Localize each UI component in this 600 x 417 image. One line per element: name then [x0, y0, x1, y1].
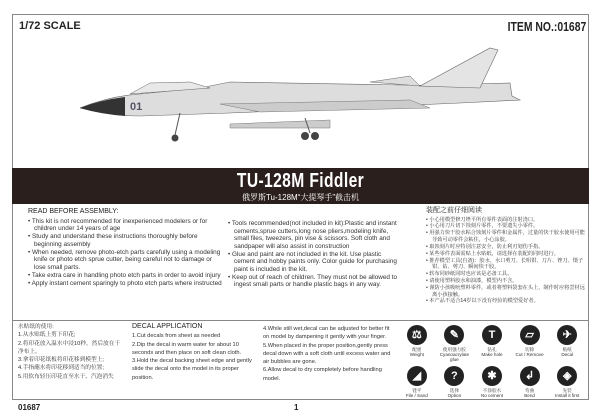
- legend-label: Decal: [561, 352, 574, 357]
- decal-step-cn: 5.用软布轻压印花直至水干、汽泡消失: [18, 373, 114, 380]
- legend-label-cn: 锉平: [412, 388, 422, 393]
- legend-item: [473, 325, 511, 362]
- file-icon: ◢: [407, 366, 427, 386]
- aircraft-illustration: [80, 38, 530, 168]
- legend-item: [436, 366, 474, 398]
- legend-item: [398, 366, 436, 398]
- decal-application: [132, 323, 260, 382]
- warning-item: • When needed, remove photo-etch parts carefully using a modeling knife or photo etch sprue cutter, being careful not to damage or lose small parts.: [28, 249, 223, 272]
- decal-step: 4.While still wet,decal can be adjusted for better fit on model by dampening it gently with your finger.: [263, 326, 390, 341]
- drill-icon: T: [482, 325, 502, 345]
- legend-label-cn: 贴纸: [562, 347, 572, 352]
- legend-label: Bend: [524, 393, 535, 398]
- read-before-heading: READ BEFORE ASSEMBLY:: [28, 208, 119, 215]
- warning-item: • Apply instant cement sparingly to photo etch parts where instructed: [28, 280, 223, 288]
- scale-label: 1/72 SCALE: [19, 20, 81, 32]
- legend-label-cn: 配重: [412, 347, 422, 352]
- legend-label-cn: 选择: [449, 388, 459, 393]
- warning-item: • This kit is not recommended for inexperienced modelers or for children under 14 years of age: [28, 218, 223, 233]
- legend-label: No cement: [480, 393, 504, 398]
- install-first-icon: ◈: [557, 366, 577, 386]
- no-cement-icon: ✱: [482, 366, 502, 386]
- legend-label-cn: 先装: [562, 388, 572, 393]
- legend-label-cn: 切除: [524, 347, 535, 352]
- decal-step: 5.When placed in the proper position,gently press decal down with a soft cloth until excess water and air bubbles are gone.: [263, 342, 391, 366]
- warning-item: • Tools recommended(not included in kit):Plastic and instant cements,sprue cutters,long nose pliers,modeling knife, small files, tweezers, pin vise & scissors. Soft cloth and sandpaper will also assist in construction: [228, 220, 398, 250]
- cut-icon: ▱: [520, 325, 540, 345]
- decal-application-continued: [263, 325, 391, 383]
- decal-step-cn: 2.将印花放入温水中浸10秒，然后放在干净布上。: [18, 340, 121, 355]
- warning-item-cn: • 请使用塑料胶水和油漆，模型内不含。: [426, 278, 586, 285]
- aircraft-marking: 01: [130, 101, 143, 113]
- warning-item-cn: • 软布同砂纸同时也应该是必备工具。: [426, 271, 586, 278]
- legend-label: Cut / Remove: [515, 352, 544, 357]
- warning-item: • Glue and paint are not included in the kit. Use plastic cement and hobby paints only. Color guide for purchasing paint is included in the kit.: [228, 251, 398, 274]
- decal-step: 2.Dip the decal in warm water for about 10 seconds and then place on soft clean cloth.: [132, 341, 242, 356]
- legend-item: [436, 325, 474, 362]
- legend-label: Weight: [409, 352, 424, 357]
- legend-item: [548, 325, 586, 362]
- legend-label: File / Sand: [405, 393, 428, 398]
- weight-icon: ⚖: [407, 325, 427, 345]
- legend-label-cn: 弯曲: [524, 388, 535, 393]
- warning-item-cn: • 取蚀刻片时应特别注意安全，防止利刃划伤手指。: [426, 244, 586, 251]
- warning-item: • Study and understand these instructions thoroughly before beginning assembly: [28, 233, 223, 248]
- section-divider: [12, 320, 589, 321]
- legend-item: [511, 366, 549, 398]
- legend-label: Make hole: [481, 352, 503, 357]
- read-before-heading-cn: 装配之前仔细阅读: [426, 207, 482, 214]
- warning-item-cn: • 小心用模型修刀锉平所有零件表面的注射浇口。: [426, 217, 586, 224]
- page-number: 1: [294, 403, 299, 412]
- kit-title: TU-128M Fiddler: [236, 170, 365, 192]
- kit-subtitle-cn: 俄罗斯Tu-128M“大提琴手”截击机: [241, 193, 360, 202]
- legend-label: Cyanoacrylate glue: [439, 352, 470, 362]
- read-before-assembly-2: [228, 220, 398, 289]
- bend-icon: ↲: [520, 366, 540, 386]
- warning-item-cn: • 某些零件表面需贴上水贴纸，请选择在装配的同时进行。: [426, 251, 586, 258]
- glue-icon: ✎: [444, 325, 464, 345]
- legend-item: [511, 325, 549, 362]
- legend-label: Install it first: [555, 393, 580, 398]
- read-before-assembly: [28, 208, 223, 287]
- decal-heading: DECAL APPLICATION: [132, 323, 203, 330]
- warning-item: • Keep out of reach of children. They must not be allowed to ingest small parts or handle plastic bags in any way.: [228, 274, 398, 289]
- symbol-legend: [398, 325, 586, 398]
- warning-item-cn: • 推荐模型工具(自备)：胶水、水口剪刀、长咀钳、刀片、锉刀、镊子钳、钻、剪刀、瞬间快干胶。: [426, 258, 586, 271]
- decal-step: 1.Cut decals from sheet as needed: [132, 333, 221, 340]
- decal-step-cn: 1.从水贴纸上剪下印花;: [18, 332, 76, 339]
- option-icon: ?: [444, 366, 464, 386]
- legend-label: Option: [447, 393, 462, 398]
- decal-step-cn: 3.拿着印花纸板将印花移到模型上;: [18, 357, 104, 364]
- decal-step-cn: 4.手指蘸水将印花移到适当的位置;: [18, 365, 104, 372]
- legend-item: [398, 325, 436, 362]
- legend-label-cn: 使用强力胶: [442, 347, 466, 352]
- read-before-assembly-cn: [426, 208, 586, 305]
- legend-label-cn: 钻孔: [487, 347, 497, 352]
- legend-item: [548, 366, 586, 398]
- legend-label-cn: 不涂胶水: [482, 388, 502, 393]
- title-banner: [12, 168, 589, 204]
- warning-item: • Take extra care in handling photo etch parts in order to avoid injury: [28, 272, 223, 280]
- decal-heading-cn: 水贴纸的使用:: [18, 324, 54, 330]
- warning-item-cn: • 用强力快干胶水粘合蚀刻片零件和金属件，过量的快干胶水使用可能导致可动零件会粘住，小心涂胶。: [426, 230, 586, 243]
- warning-item-cn: • 小心用刀片切下蚀刻片零件，不要遗失小零件。: [426, 223, 586, 230]
- decal-step: 6.Allow decal to dry completely before handling model.: [263, 367, 382, 382]
- warning-item-cn: • 本产品不适合14岁以下没有经验的模型爱好者。: [426, 298, 586, 305]
- item-number: ITEM NO.:01687: [507, 19, 586, 34]
- decal-icon: ✈: [557, 325, 577, 345]
- legend-item: [473, 366, 511, 398]
- decal-step: 3.Hold the decal backing sheet edge and gently slide the decal onto the model in its proper position.: [132, 358, 252, 381]
- item-code-footer: 01687: [18, 403, 41, 412]
- decal-application-cn: [18, 323, 123, 381]
- warning-item-cn: • 谨防小孩吸吮塑料零件，或者将塑料袋套在头上，制作时应将尝材远离小孩接触。: [426, 285, 586, 298]
